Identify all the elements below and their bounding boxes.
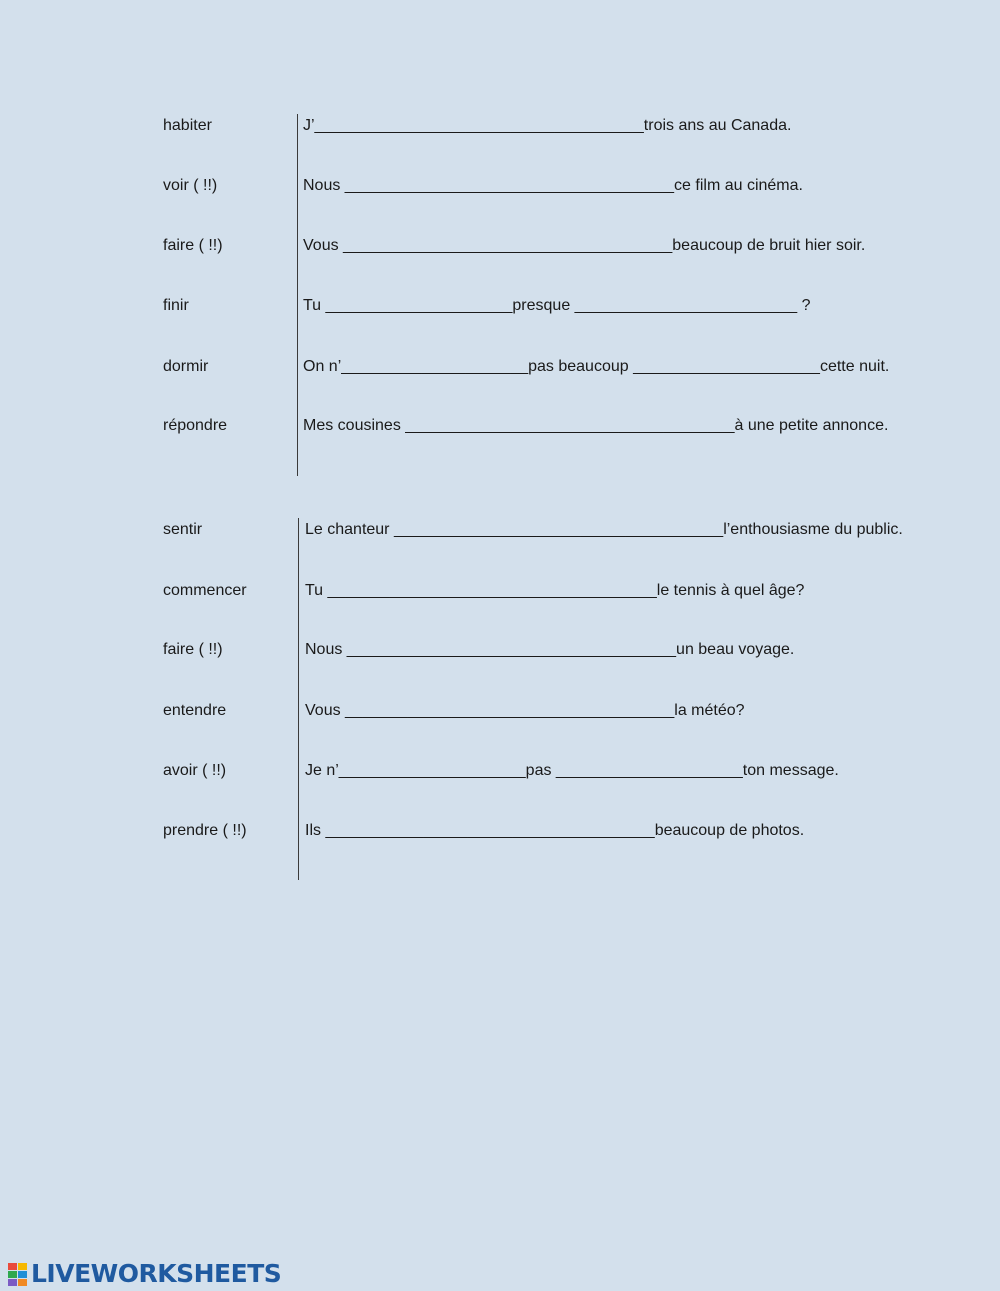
sentence-text: Vous _____________________________________la météo? [305,702,745,719]
sentence-text: Tu _____________________presque _________________________ ? [303,297,811,314]
verb-label: prendre ( !!) [163,822,247,839]
sentence-text: Mes cousines _____________________________________à une petite annonce. [303,417,889,434]
sentence-text: Le chanteur _____________________________________l’enthousiasme du public. [305,521,903,538]
verb-label: répondre [163,417,228,434]
sentence-text: J’_____________________________________trois ans au Canada. [303,117,792,134]
exercise-row [0,174,1000,198]
sentence-text: Tu _____________________________________le tennis à quel âge? [305,582,805,599]
logo-block [18,1279,27,1286]
exercise-row [0,819,1000,843]
logo-block [8,1271,17,1278]
exercise-row [0,579,1000,603]
liveworksheets-logo [8,1259,281,1289]
verb-label: faire ( !!) [163,237,223,254]
exercise-row [0,638,1000,662]
exercise-row [0,355,1000,379]
verb-label: finir [163,297,189,314]
verb-label: sentir [163,521,203,538]
exercise-row [0,518,1000,542]
logo-block [18,1271,27,1278]
verb-label: entendre [163,702,227,719]
sentence-text: Ils _____________________________________beaucoup de photos. [305,822,805,839]
sentence-text: Vous _____________________________________beaucoup de bruit hier soir. [303,237,866,254]
logo-blocks-icon [8,1263,28,1285]
exercise-row [0,699,1000,723]
sentence-text: Nous _____________________________________ce film au cinéma. [303,177,803,194]
logo-block [8,1279,17,1286]
sentence-text: On n’_____________________pas beaucoup _____________________cette nuit. [303,358,890,375]
exercise-row [0,114,1000,138]
sentence-text: Nous _____________________________________un beau voyage. [305,641,795,658]
logo-text: LIVEWORKSHEETS [31,1259,282,1288]
logo-block [18,1263,27,1270]
verb-label: commencer [163,582,247,599]
verb-label: voir ( !!) [163,177,218,194]
exercise-row [0,234,1000,258]
logo-block [8,1263,17,1270]
sentence-text: Je n’_____________________pas _____________________ton message. [305,762,839,779]
exercise-row [0,759,1000,783]
verb-label: habiter [163,117,212,134]
exercise-row [0,414,1000,438]
exercise-row [0,294,1000,318]
verb-label: avoir ( !!) [163,762,227,779]
verb-label: faire ( !!) [163,641,223,658]
verb-label: dormir [163,358,209,375]
